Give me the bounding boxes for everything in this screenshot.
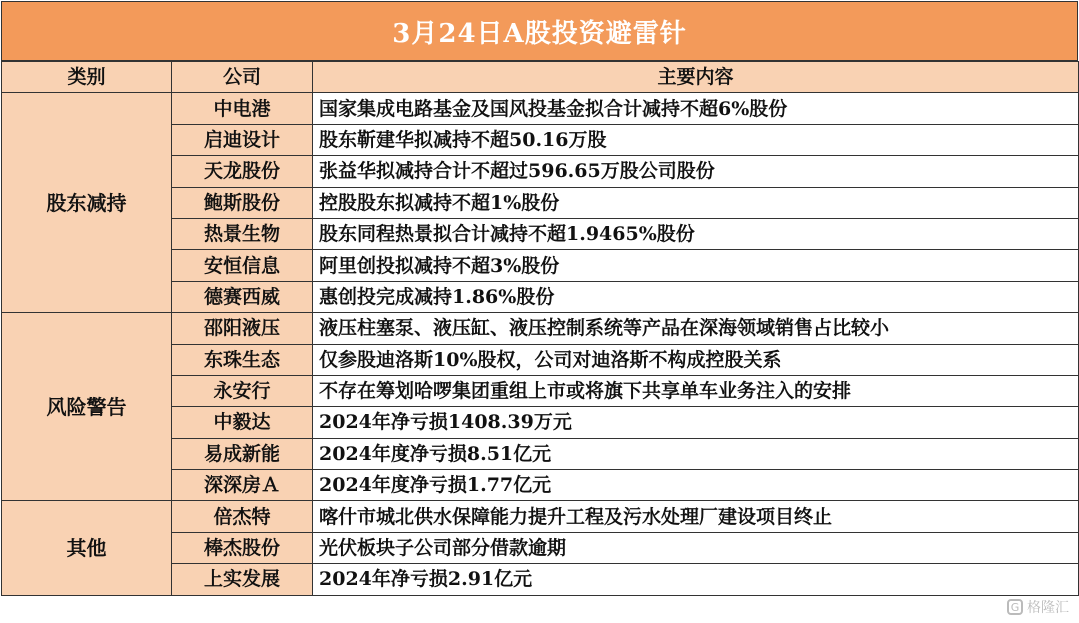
content-cell: 液压柱塞泵、液压缸、液压控制系统等产品在深海领域销售占比较小	[313, 313, 1079, 344]
company-cell: 东珠生态	[172, 344, 313, 375]
content-cell: 张益华拟减持合计不超过596.65万股公司股份	[313, 156, 1079, 187]
content-cell: 控股股东拟减持不超1%股份	[313, 187, 1079, 218]
company-cell: 邵阳液压	[172, 313, 313, 344]
content-cell: 2024年度净亏损1.77亿元	[313, 470, 1079, 501]
category-cell: 股东减持	[2, 93, 172, 313]
content-cell: 股东同程热景拟合计减持不超1.9465%股份	[313, 218, 1079, 249]
watermark	[1007, 597, 1069, 617]
company-cell: 上实发展	[172, 564, 313, 595]
content-cell: 2024年度净亏损8.51亿元	[313, 438, 1079, 469]
content-cell: 不存在筹划哈啰集团重组上市或将旗下共享单车业务注入的安排	[313, 375, 1079, 406]
content-cell: 仅参股迪洛斯10%股权，公司对迪洛斯不构成控股关系	[313, 344, 1079, 375]
company-cell: 深深房Ａ	[172, 470, 313, 501]
company-cell: 德赛西威	[172, 281, 313, 312]
company-cell: 中电港	[172, 93, 313, 124]
company-cell: 鲍斯股份	[172, 187, 313, 218]
company-cell: 安恒信息	[172, 250, 313, 281]
company-cell: 中毅达	[172, 407, 313, 438]
table-row	[2, 501, 1079, 532]
company-cell: 倍杰特	[172, 501, 313, 532]
category-cell: 风险警告	[2, 313, 172, 501]
content-cell: 2024年净亏损1408.39万元	[313, 407, 1079, 438]
company-cell: 天龙股份	[172, 156, 313, 187]
content-cell: 光伏板块子公司部分借款逾期	[313, 532, 1079, 563]
company-cell: 永安行	[172, 375, 313, 406]
company-cell: 棒杰股份	[172, 532, 313, 563]
content-cell: 阿里创投拟减持不超3%股份	[313, 250, 1079, 281]
table-row	[2, 93, 1079, 124]
content-cell: 股东靳建华拟减持不超50.16万股	[313, 124, 1079, 155]
page-title: 3月24日A股投资避雷针	[1, 1, 1078, 61]
company-cell: 启迪设计	[172, 124, 313, 155]
watermark-text: 格隆汇	[1027, 600, 1069, 616]
content-cell: 国家集成电路基金及国风投基金拟合计减持不超6%股份	[313, 93, 1079, 124]
content-cell: 喀什市城北供水保障能力提升工程及污水处理厂建设项目终止	[313, 501, 1079, 532]
header-category: 类别	[2, 62, 172, 93]
company-cell: 易成新能	[172, 438, 313, 469]
content-cell: 惠创投完成减持1.86%股份	[313, 281, 1079, 312]
header-company: 公司	[172, 62, 313, 93]
category-cell: 其他	[2, 501, 172, 595]
company-cell: 热景生物	[172, 218, 313, 249]
header-content: 主要内容	[313, 62, 1079, 93]
brand-logo-icon: G	[1007, 599, 1023, 615]
stock-warning-table	[1, 61, 1079, 596]
table-header-row	[2, 62, 1079, 93]
content-cell: 2024年净亏损2.91亿元	[313, 564, 1079, 595]
table-row	[2, 313, 1079, 344]
